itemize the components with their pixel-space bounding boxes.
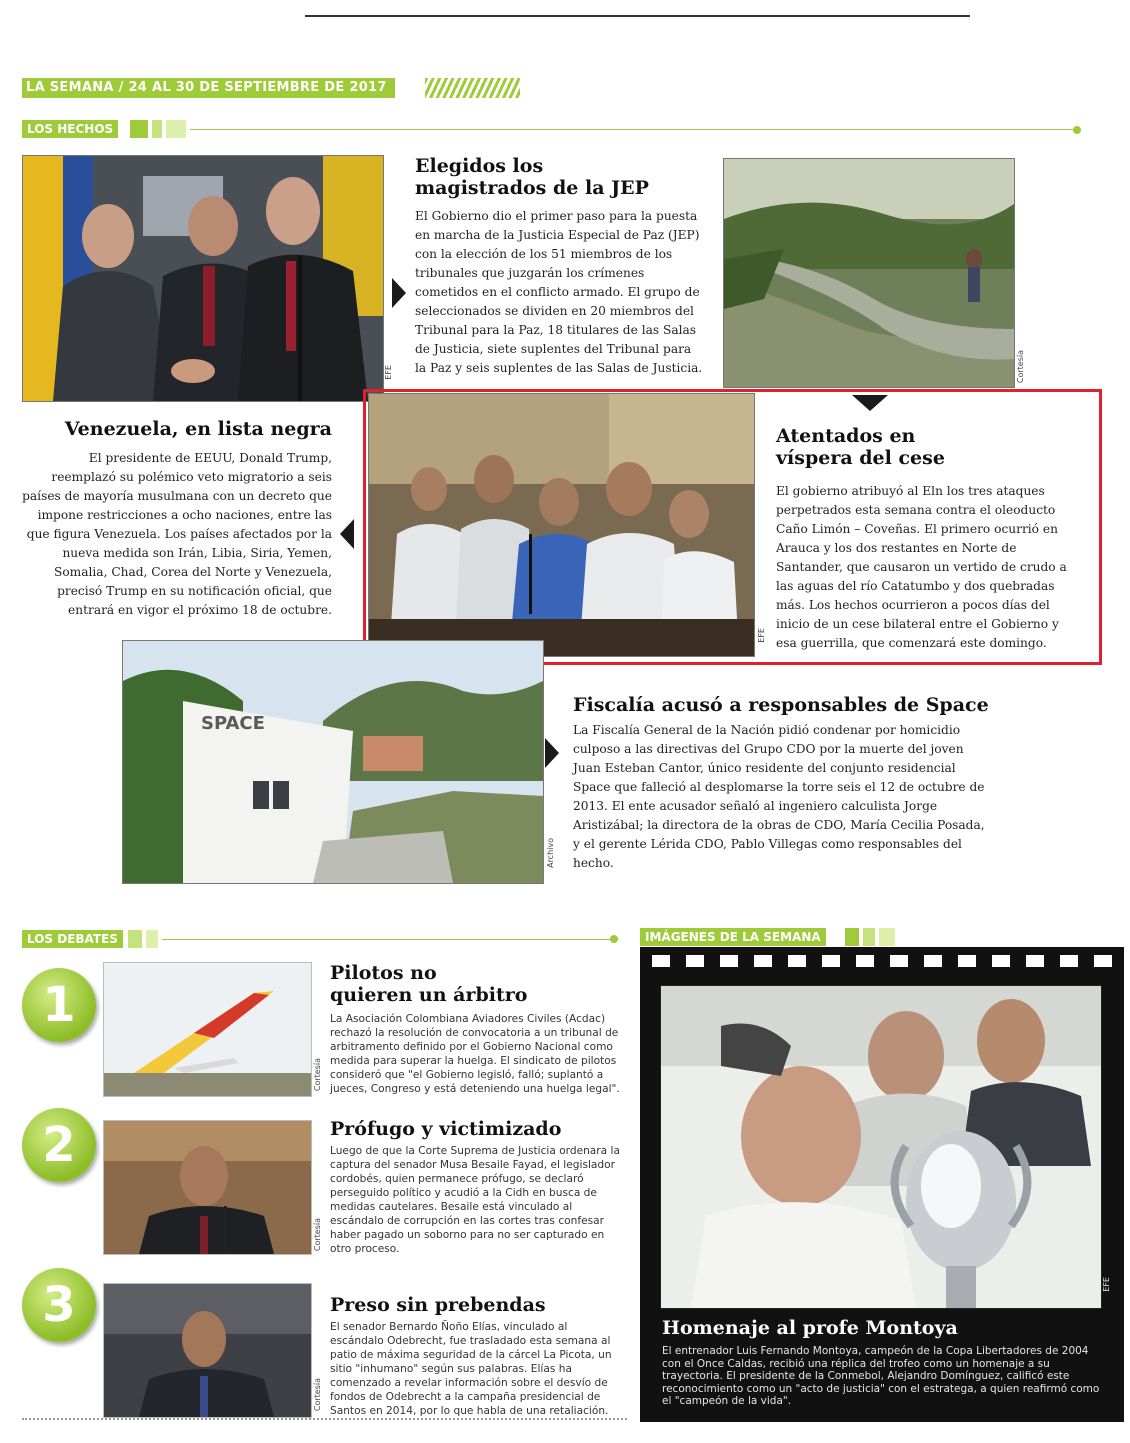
film-perforations — [652, 955, 1112, 967]
photo-credit: EFE — [384, 365, 393, 380]
section-square — [166, 120, 186, 138]
atentados-article — [776, 425, 1081, 653]
pointer-arrow — [392, 278, 406, 308]
banner-title: LA SEMANA / 24 AL 30 DE SEPTIEMBRE DE 2017 — [26, 80, 387, 95]
page-banner — [22, 78, 395, 98]
film-frame — [640, 947, 1124, 1422]
venezuela-title: Venezuela, en lista negra — [64, 418, 332, 440]
river-photo-image — [724, 159, 1014, 387]
jep-photo — [22, 155, 384, 402]
section-square — [152, 120, 162, 138]
pointer-arrow — [545, 738, 559, 768]
senator-besaile-image — [104, 1121, 311, 1254]
section-square — [863, 928, 875, 946]
number-badge: 1 — [22, 968, 96, 1042]
debate-3-title: Preso sin prebendas — [330, 1294, 546, 1316]
airplane-image — [104, 963, 311, 1096]
debate-2-body: Luego de que la Corte Suprema de Justicia ordenara la captura del senador Musa Besaile Fayad, el legislador cordobés, quien permanece prófugo, se declaró perseguido político y acudió a la Cidh en busca de medidas cautelares. Besaile está vinculado al escándalo de corrupción en las cortes tras confesar haber pagado un soborno para no ser capturado en otro proceso. — [330, 1145, 620, 1255]
debate-2-article — [330, 1118, 622, 1256]
atentados-body: El gobierno atribuyó al Eln los tres ataques perpetrados esta semana contra el oleoducto Caño Limón – Coveñas. El primero ocurrió en Arauca y los dos restantes en Norte de Santander, que causaron un vertido de crudo a las aguas del río Catatumbo y dos quebradas más. Los hechos ocurrieron a pocos días del inicio de un cese bilateral entre el Gobierno y esa guerrilla, que comenzará este domingo. — [776, 484, 1067, 650]
atentados-title-line1: Atentados en — [776, 425, 916, 447]
venezuela-body: El presidente de EEUU, Donald Trump, reemplazó su polémico veto migratorio a seis países de mayoría musulmana con un decreto que impone restricciones a ocho naciones, entre las que figura Venezuela. Los países afectados por la nueva medida son Irán, Libia, Siria, Yemen, Somalia, Chad, Corea del Norte y Venezuela, precisó Trump en su notificación oficial, que entrará en vigor el próximo 18 de octubre. — [22, 451, 332, 617]
photo-credit: Cortesía — [313, 1058, 322, 1092]
debate-2-title: Prófugo y victimizado — [330, 1118, 562, 1140]
pointer-arrow — [340, 519, 354, 549]
montoya-photo — [660, 985, 1102, 1309]
section-square — [128, 930, 142, 948]
senator-elias-image — [104, 1284, 311, 1417]
space-article — [573, 694, 993, 873]
section-square — [879, 928, 895, 946]
section-square — [146, 930, 158, 948]
space-photo — [122, 640, 544, 884]
top-rule — [305, 15, 970, 17]
banner-hatch — [425, 78, 520, 98]
atentados-title-line2: víspera del cese — [776, 447, 945, 469]
photo-credit: EFE — [1102, 1277, 1111, 1292]
montoya-trophy-image — [661, 986, 1101, 1308]
debate-1-article — [330, 962, 622, 1096]
atentados-photo-image — [369, 394, 754, 656]
jep-body: El Gobierno dio el primer paso para la puesta en marcha de la Justicia Especial de Paz (JEP) con la elección de los 51 miembros de los tribunales que juzgarán los crímenes cometidos en el conflicto armado. El grupo de seleccionados se dividen en 20 miembros del Tribunal para la Paz, 18 titulares de las Salas de Justicia, siete suplentes del Tribunal para la Paz y seis suplentes de las Salas de Justicia. — [415, 209, 703, 375]
space-body: La Fiscalía General de la Nación pidió condenar por homicidio culposo a las directivas del Grupo CDO por la muerte del joven Juan Esteban Cantor, único residente del conjunto residencial Space que falleció al desplomarse la torre seis el 12 de octubre de 2013. El ente acusador señaló al ingeniero calculista Jorge Aristizábal; la directora de la obras de CDO, María Cecilia Posada, y el gerente Lérida CDO, Pablo Villegas como responsables del hecho. — [573, 723, 985, 870]
space-photo-image — [123, 641, 543, 883]
bottom-rule — [22, 1418, 627, 1420]
montoya-article — [662, 1317, 1102, 1408]
space-sign: SPACE — [201, 713, 265, 734]
debate-1-title-line1: Pilotos no — [330, 962, 437, 984]
photo-credit: EFE — [757, 628, 766, 643]
section-label-hechos: LOS HECHOS — [22, 120, 118, 138]
section-dot — [1073, 126, 1081, 134]
section-rule — [162, 939, 612, 940]
montoya-body: El entrenador Luis Fernando Montoya, campeón de la Copa Libertadores de 2004 con el Once Caldas, recibió una réplica del trofeo como un homenaje a su trayectoria. El presidente de la Conmebol, Alejandro Domínguez, calificó este reconocimiento como un "acto de justicia" con el estratega, a quien reafirmó como el "campeón de la vida". — [662, 1345, 1100, 1407]
jep-title-line1: Elegidos los — [415, 155, 544, 177]
photo-credit: Cortesía — [1016, 350, 1025, 384]
jep-photo-image — [23, 156, 383, 401]
number-badge: 3 — [22, 1268, 96, 1342]
photo-credit: Cortesía — [313, 1218, 322, 1252]
section-square — [130, 120, 148, 138]
photo-credit: Cortesía — [313, 1378, 322, 1412]
debate-1-body: La Asociación Colombiana Aviadores Civiles (Acdac) rechazó la resolución de convocatoria a un tribunal de arbitramento definido por el Gobierno Nacional como medida para superar la huelga. El sindicato de pilotos consideró que "el Gobierno legisló, falló; suplantó a jueces, Congreso y está deteniendo una huelga legal". — [330, 1013, 620, 1095]
section-rule — [190, 129, 1075, 130]
debate-3-article — [330, 1294, 622, 1418]
section-dot — [610, 935, 618, 943]
venezuela-article — [22, 418, 332, 620]
montoya-title: Homenaje al profe Montoya — [662, 1317, 958, 1339]
photo-credit: Archivo — [546, 838, 555, 868]
section-label-debates: LOS DEBATES — [22, 930, 123, 948]
river-photo — [723, 158, 1015, 388]
atentados-photo — [368, 393, 755, 657]
debate-3-photo — [103, 1283, 312, 1418]
debate-1-photo — [103, 962, 312, 1097]
debate-3-body: El senador Bernardo Ñoño Elías, vinculado al escándalo Odebrecht, fue trasladado esta semana al patio de máxima seguridad de la cárcel La Picota, un sitio "inhumano" según sus palabras. Elías ha comenzado a revelar información sobre el desvío de fondos de Odebrecht a la campaña presidencial de Santos en 2014, por lo que habla de una retaliación. — [330, 1321, 612, 1417]
section-square — [845, 928, 859, 946]
section-label-imagenes: IMÁGENES DE LA SEMANA — [640, 928, 826, 946]
space-title: Fiscalía acusó a responsables de Space — [573, 694, 989, 716]
debate-1-title-line2: quieren un árbitro — [330, 984, 528, 1006]
number-badge: 2 — [22, 1108, 96, 1182]
debate-2-photo — [103, 1120, 312, 1255]
jep-article — [415, 155, 705, 378]
jep-title-line2: magistrados de la JEP — [415, 177, 649, 199]
